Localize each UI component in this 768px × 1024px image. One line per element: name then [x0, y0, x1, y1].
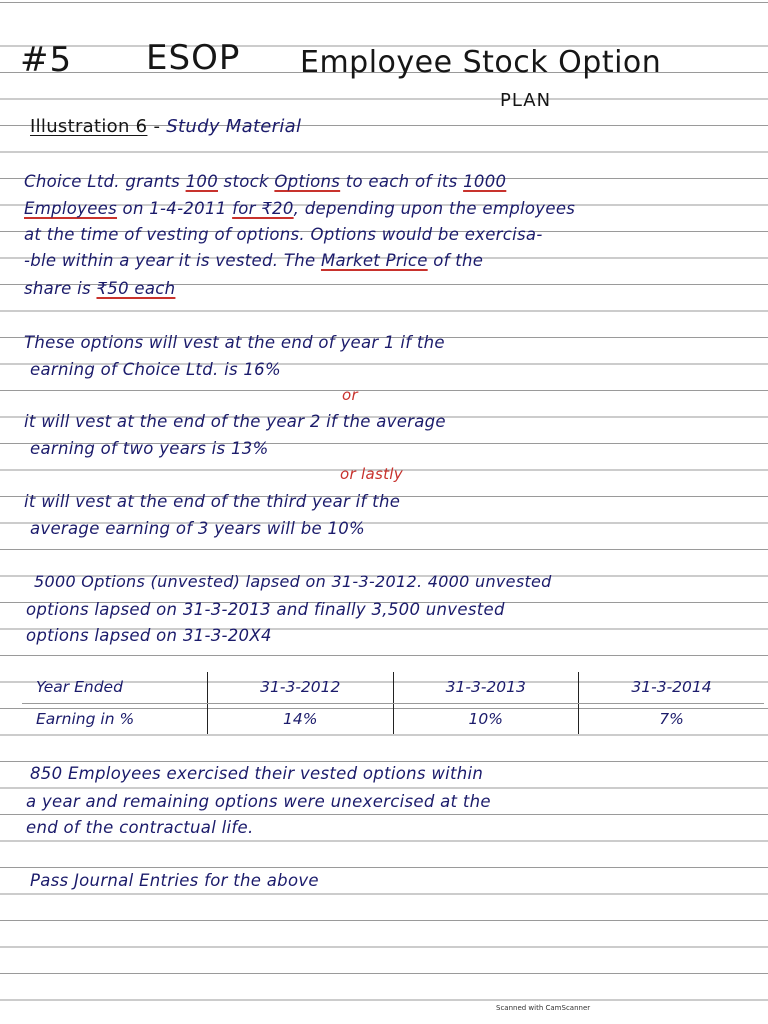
text: Employees: [24, 199, 118, 218]
text: Market Price: [320, 251, 428, 270]
lapse-line1: 5000 Options (unvested) lapsed on 31-3-2012. 4000 unvested: [34, 572, 552, 591]
exercise-line3: end of the contractual life.: [26, 818, 254, 837]
text: share is: [24, 279, 97, 298]
text: at the time of vesting of options. Options would be exercisa-: [24, 225, 543, 244]
text: -ble within a year it is vested. The: [24, 251, 321, 270]
text: 100: [185, 172, 218, 191]
title-acronym: ESOP: [146, 38, 241, 78]
heading-source: Study Material: [166, 116, 302, 137]
para1-line4: [24, 251, 483, 270]
text: of the: [427, 251, 484, 270]
table-cell: 10%: [393, 703, 579, 734]
table-cell: 31-3-2013: [393, 672, 579, 703]
title-full: Employee Stock Option: [300, 45, 662, 80]
text: for ₹20: [232, 199, 294, 218]
condition-line5: it will vest at the end of the third year if the: [24, 492, 401, 511]
condition-line3: it will vest at the end of the year 2 if the average: [24, 412, 446, 431]
title-number: #5: [20, 40, 73, 80]
table-cell: Earning in %: [36, 709, 135, 728]
text: Choice Ltd. grants: [24, 172, 186, 191]
exercise-line2: a year and remaining options were unexercised at the: [26, 792, 491, 811]
para1-line2: [24, 199, 575, 218]
earnings-table: [22, 672, 764, 734]
text: ₹50 each: [96, 279, 176, 298]
condition-line1: These options will vest at the end of year 1 if the: [24, 333, 445, 352]
text: , depending upon the employees: [293, 199, 576, 218]
para1-line1: [24, 172, 506, 191]
text: on 1-4-2011: [117, 199, 233, 218]
para1-line5: [24, 279, 175, 298]
title-full-continued: PLAN: [500, 90, 552, 111]
text: stock: [218, 172, 275, 191]
text: to each of its: [340, 172, 464, 191]
table-cell: 7%: [579, 703, 765, 734]
or-connector-1: or: [342, 386, 358, 404]
heading-dash: -: [147, 116, 167, 137]
text: 1000: [463, 172, 507, 191]
table-cell: Year Ended: [22, 672, 208, 703]
lapse-line3: options lapsed on 31-3-20X4: [26, 626, 272, 645]
or-connector-2: or lastly: [340, 465, 403, 483]
table-cell: 31-3-2012: [208, 672, 394, 703]
para1-line3: [24, 225, 543, 244]
illustration-label: Illustration 6: [30, 116, 148, 137]
illustration-heading: [30, 116, 301, 137]
table-cell: 31-3-2014: [579, 672, 765, 703]
table-cell: 14%: [208, 703, 394, 734]
instruction-line: Pass Journal Entries for the above: [30, 871, 319, 890]
table-header-row: [22, 672, 764, 703]
lapse-line2: options lapsed on 31-3-2013 and finally 3,500 unvested: [26, 600, 505, 619]
table-row: [22, 703, 764, 734]
exercise-line1: 850 Employees exercised their vested options within: [30, 764, 484, 783]
condition-line6: average earning of 3 years will be 10%: [30, 519, 366, 538]
text: Options: [274, 172, 341, 191]
scanner-watermark: Scanned with CamScanner: [496, 1004, 591, 1012]
condition-line2: earning of Choice Ltd. is 16%: [30, 360, 281, 379]
condition-line4: earning of two years is 13%: [30, 439, 269, 458]
